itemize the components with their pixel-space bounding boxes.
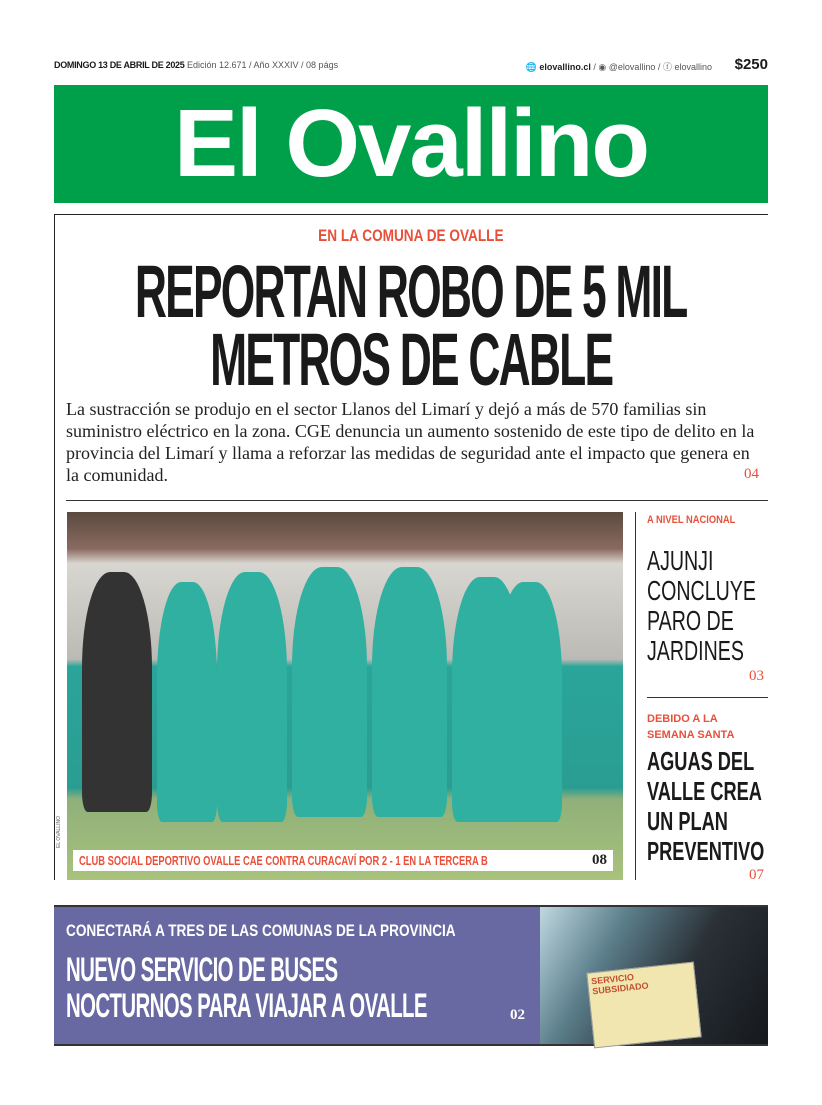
- side-headline-1[interactable]: AJUNJI CONCLUYE PARO DE JARDINES: [647, 545, 756, 666]
- bottom-kicker: CONECTARÁ A TRES DE LAS COMUNAS DE LA PROVINCIA: [66, 921, 456, 940]
- bus-photo: [540, 907, 768, 1044]
- divider: [647, 697, 768, 698]
- photo-caption[interactable]: [73, 850, 613, 871]
- globe-icon: 🌐: [525, 62, 537, 72]
- masthead: El Ovallino: [54, 85, 768, 203]
- bottom-page-ref: 02: [510, 1007, 525, 1023]
- bottom-headline-line-1: NUEVO SERVICIO DE BUSES: [66, 951, 338, 989]
- photo-page-ref: 08: [588, 850, 607, 871]
- issue-date: DOMINGO 13 DE ABRIL DE 2025: [54, 60, 185, 70]
- side-page-ref-2: 07: [749, 867, 764, 883]
- photo-caption-text: CLUB SOCIAL DEPORTIVO OVALLE CAE CONTRA CURACAVÍ POR 2 - 1 EN LA TERCERA B: [79, 853, 488, 868]
- main-kicker: EN LA COMUNA DE OVALLE: [318, 226, 504, 245]
- column-divider: [635, 512, 636, 880]
- side-kicker-1: A NIVEL NACIONAL: [647, 514, 736, 526]
- bus-sign: SERVICIO SUBSIDIADO: [586, 962, 701, 1049]
- facebook-handle[interactable]: elovallino: [674, 62, 712, 72]
- social-links: 🌐 elovallino.cl / ◉ @elovallino / ⓕ elovallino: [525, 62, 712, 72]
- photo-credit: EL OVALLINO: [56, 816, 62, 848]
- price: $250: [734, 56, 768, 73]
- twitter-icon: ◉: [598, 62, 607, 72]
- side-headline-2[interactable]: AGUAS DEL VALLE CREA UN PLAN PREVENTIVO: [647, 746, 765, 866]
- side-page-ref-1: 03: [749, 668, 764, 684]
- side-kicker-2: DEBIDO A LA SEMANA SANTA: [647, 713, 735, 741]
- main-headline-line-2[interactable]: METROS DE CABLE: [209, 318, 613, 401]
- main-lead: La sustracción se produjo en el sector Llanos del Limarí y dejó a más de 570 familias sin suministro eléctrico en la zona. CGE denuncia un aumento sostenido de este tipo de delito en la provincia del Limarí y llama a reforzar las medidas de seguridad ante el impacto que genera en la comunidad.: [66, 399, 755, 485]
- edition-info: Edición 12.671 / Año XXXIV / 08 págs: [186, 60, 339, 70]
- team-photo[interactable]: [67, 512, 623, 880]
- bottom-headline-line-2: NOCTURNOS PARA VIAJAR A OVALLE: [66, 987, 427, 1025]
- bottom-story[interactable]: [54, 905, 768, 1046]
- website-link[interactable]: elovallino.cl: [539, 62, 591, 72]
- twitter-handle[interactable]: @elovallino: [608, 62, 656, 72]
- main-headline-line-1[interactable]: REPORTAN ROBO DE 5 MIL: [135, 250, 687, 333]
- divider: [66, 500, 768, 501]
- top-info-bar: [54, 56, 768, 74]
- main-page-ref: 04: [744, 466, 759, 482]
- facebook-icon: ⓕ: [662, 62, 672, 72]
